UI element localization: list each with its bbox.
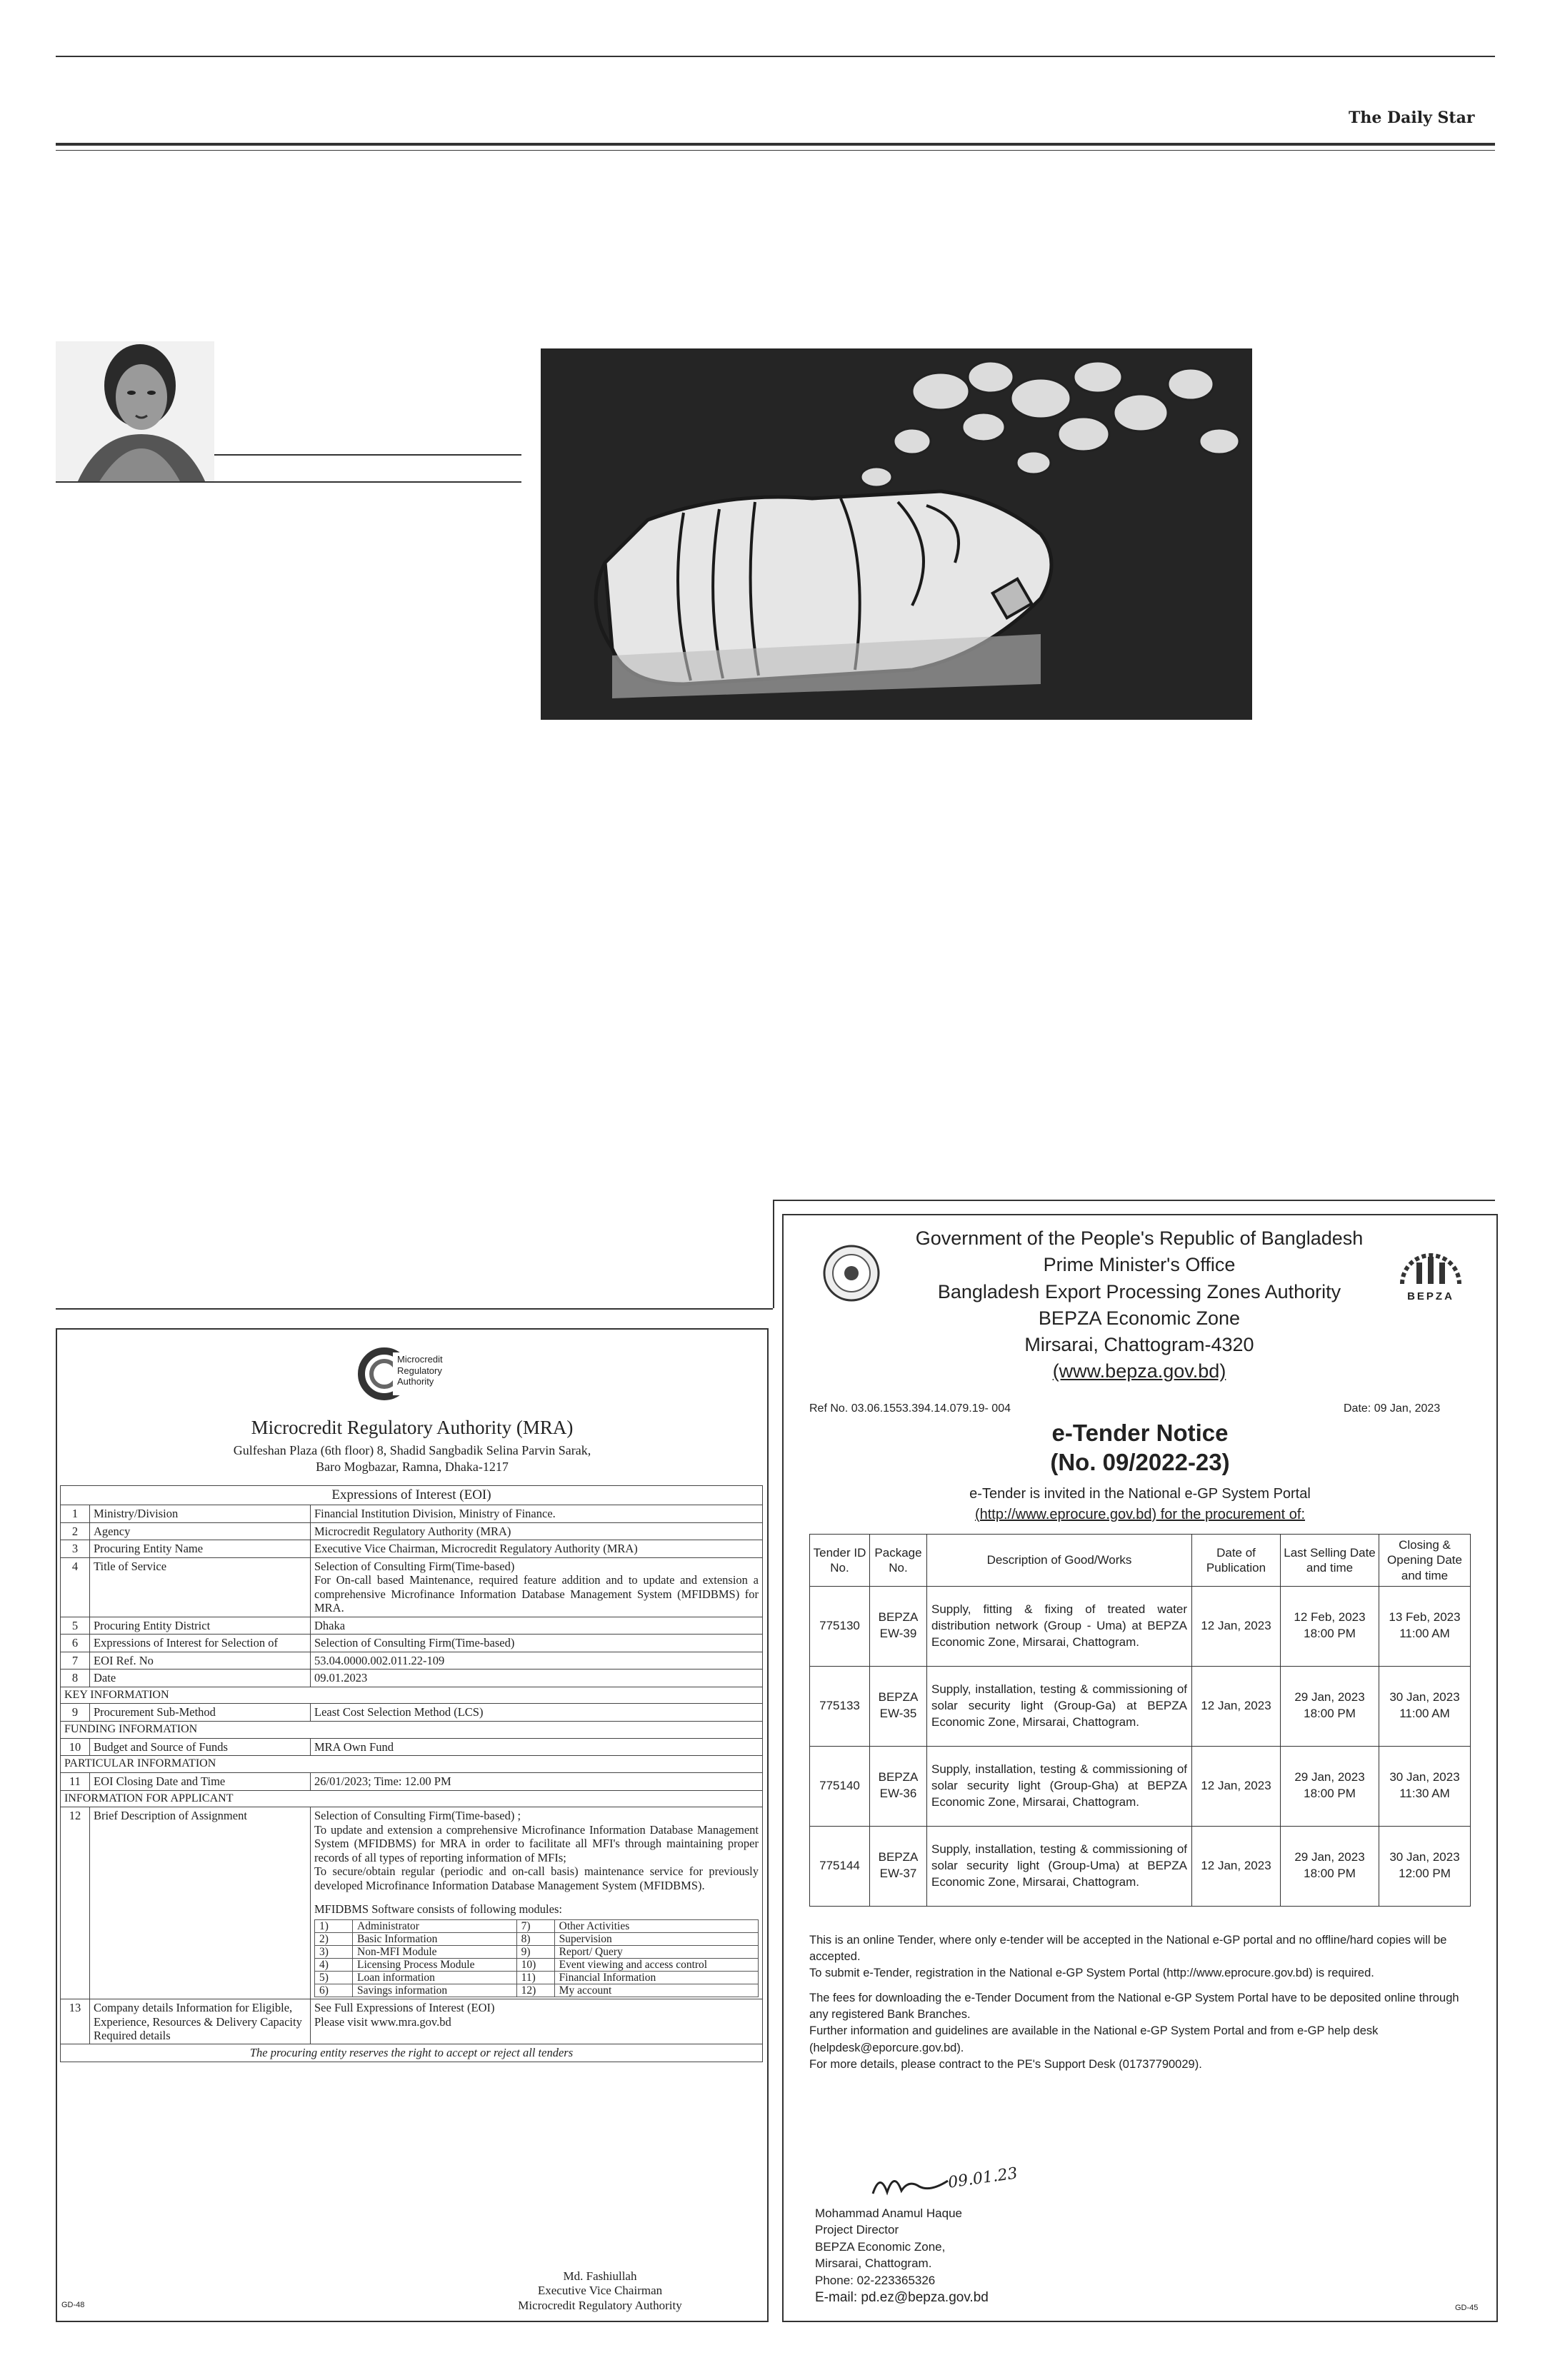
byline-rule-2 xyxy=(56,481,521,483)
intro-line-2: (http://www.eprocure.gov.bd) for the procurement of: xyxy=(974,1507,1306,1522)
publication-date: 12 Jan, 2023 xyxy=(1192,1826,1281,1906)
module-row xyxy=(315,1945,759,1958)
bepza-header xyxy=(884,1225,1395,1385)
table-row xyxy=(61,1617,763,1634)
row-label: EOI Ref. No xyxy=(90,1652,311,1669)
publication-date: 12 Jan, 2023 xyxy=(1192,1746,1281,1826)
govt-seal-icon xyxy=(822,1244,881,1302)
modules-table xyxy=(314,1919,759,1997)
module-name: Supervision xyxy=(554,1932,758,1945)
table-row xyxy=(61,1540,763,1557)
bepza-logo-icon xyxy=(1395,1245,1466,1287)
row-number: 4 xyxy=(61,1557,90,1617)
row-number: 11 xyxy=(61,1773,90,1790)
package-no: BEPZA EW-39 xyxy=(870,1586,927,1666)
tender-notes xyxy=(809,1932,1471,2073)
description: Supply, installation, testing & commissioning of solar security light (Group-Gha) at BEPZA Economic Zone, Mirsarai, Chattogram. xyxy=(927,1746,1192,1826)
table-row xyxy=(61,1557,763,1617)
tender-row xyxy=(810,1826,1471,1906)
signatory-org: Microcredit Regulatory Authority xyxy=(518,2298,682,2312)
row-number: 6 xyxy=(61,1635,90,1652)
row-label: Date xyxy=(90,1669,311,1687)
table-row xyxy=(61,1999,763,2044)
row-number: 2 xyxy=(61,1522,90,1540)
module-name: Other Activities xyxy=(554,1919,758,1932)
notice-title xyxy=(784,1418,1496,1477)
publication-date: 12 Jan, 2023 xyxy=(1192,1586,1281,1666)
mra-address-line-1: Gulfeshan Plaza (6th floor) 8, Shadid Sangbadik Selina Parvin Sarak, xyxy=(233,1443,591,1457)
module-number: 10) xyxy=(516,1958,554,1971)
row-label: Ministry/Division xyxy=(90,1505,311,1522)
signature-scribble-icon xyxy=(869,2165,955,2201)
row-number: 3 xyxy=(61,1540,90,1557)
col-tender-id: Tender ID No. xyxy=(810,1535,870,1587)
module-number: 4) xyxy=(315,1958,353,1971)
row-label: Company details Information for Eligible, Experience, Resources & Delivery Capacity Required details xyxy=(90,1999,311,2044)
note-1: This is an online Tender, where only e-tender will be accepted in the National e-GP portal and no offline/hard copies will be accepted. xyxy=(809,1934,1447,1964)
notice-intro xyxy=(784,1484,1496,1525)
masthead-brand: The Daily Star xyxy=(1349,109,1475,127)
package-no: BEPZA EW-37 xyxy=(870,1826,927,1906)
header-rule-thin xyxy=(56,150,1495,151)
table-row xyxy=(61,1773,763,1790)
mra-address-line-2: Baro Mogbazar, Ramna, Dhaka-1217 xyxy=(316,1459,509,1474)
notice-heading: e-Tender Notice xyxy=(1051,1420,1229,1446)
section-funding-information: FUNDING INFORMATION xyxy=(61,1721,763,1738)
row-value: 09.01.2023 xyxy=(311,1669,763,1687)
row-value: MRA Own Fund xyxy=(311,1738,763,1755)
module-name: Savings information xyxy=(353,1984,517,1997)
article-illustration xyxy=(541,348,1252,720)
last-selling-date: 29 Jan, 2023 18:00 PM xyxy=(1281,1666,1379,1746)
module-number: 5) xyxy=(315,1971,353,1984)
col-publication-date: Date of Publication xyxy=(1192,1535,1281,1587)
mra-logo-text-1: Microcredit xyxy=(397,1354,443,1365)
header-rule-thick xyxy=(56,143,1495,146)
module-number: 11) xyxy=(516,1971,554,1984)
col-package-no: Package No. xyxy=(870,1535,927,1587)
description: Supply, installation, testing & commissioning of solar security light (Group-Ga) at BEPZA Economic Zone, Mirsarai, Chattogram. xyxy=(927,1666,1192,1746)
row-value: Selection of Consulting Firm(Time-based) xyxy=(311,1635,763,1652)
table-row xyxy=(61,1505,763,1522)
row-value: Dhaka xyxy=(311,1617,763,1634)
top-rule xyxy=(56,56,1495,57)
row-label: Budget and Source of Funds xyxy=(90,1738,311,1755)
module-number: 8) xyxy=(516,1932,554,1945)
row-label: Title of Service xyxy=(90,1557,311,1617)
signatory-name: Md. Fashiullah xyxy=(563,2269,637,2283)
ad-top-rule-left xyxy=(56,1308,773,1310)
last-selling-date: 29 Jan, 2023 18:00 PM xyxy=(1281,1746,1379,1826)
ref-number: Ref No. 03.06.1553.394.14.079.19- 004 xyxy=(809,1402,1011,1415)
module-name: Loan information xyxy=(353,1971,517,1984)
module-name: Non-MFI Module xyxy=(353,1945,517,1958)
row-number: 13 xyxy=(61,1999,90,2044)
module-name: Financial Information xyxy=(554,1971,758,1984)
columnist-photo xyxy=(56,341,214,483)
closing-opening-date: 30 Jan, 2023 11:30 AM xyxy=(1379,1746,1471,1826)
modules-title: MFIDBMS Software consists of following modules: xyxy=(314,1902,562,1917)
row-label: Brief Description of Assignment xyxy=(90,1807,311,1999)
module-row xyxy=(315,1971,759,1984)
intro-line-1: e-Tender is invited in the National e-GP System Portal xyxy=(969,1486,1311,1502)
module-number: 1) xyxy=(315,1919,353,1932)
mra-address xyxy=(57,1442,767,1475)
table-row xyxy=(61,1652,763,1669)
mra-org-title: Microcredit Regulatory Authority (MRA) xyxy=(251,1417,574,1438)
row-value: 26/01/2023; Time: 12.00 PM xyxy=(311,1773,763,1790)
note-5: For more details, please contract to the PE's Support Desk (01737790029). xyxy=(809,2057,1202,2071)
ad-divider-vertical xyxy=(773,1200,774,1308)
bepza-signatory xyxy=(815,2205,989,2307)
row-number: 9 xyxy=(61,1704,90,1721)
module-row xyxy=(315,1919,759,1932)
notice-date: Date: 09 Jan, 2023 xyxy=(1344,1402,1441,1415)
row-number: 12 xyxy=(61,1807,90,1999)
module-number: 9) xyxy=(516,1945,554,1958)
row-number: 5 xyxy=(61,1617,90,1634)
row-value: 53.04.0000.002.011.22-109 xyxy=(311,1652,763,1669)
table-row xyxy=(61,1522,763,1540)
signatory-title: Executive Vice Chairman xyxy=(537,2284,663,2298)
row-label: Procuring Entity District xyxy=(90,1617,311,1634)
row-value: See Full Expressions of Interest (EOI) Please visit www.mra.gov.bd xyxy=(311,1999,763,2044)
tender-id: 775144 xyxy=(810,1826,870,1906)
row-value: Executive Vice Chairman, Microcredit Regulatory Authority (MRA) xyxy=(311,1540,763,1557)
tender-table-wrap xyxy=(809,1534,1471,1907)
module-number: 3) xyxy=(315,1945,353,1958)
notice-number: (No. 09/2022-23) xyxy=(1050,1449,1230,1476)
module-row xyxy=(315,1958,759,1971)
note-3: The fees for downloading the e-Tender Document from the National e-GP System Portal have to be deposited online through any registered Bank Branches. xyxy=(809,1992,1459,2022)
table-row xyxy=(61,1635,763,1652)
module-name: Report/ Query xyxy=(554,1945,758,1958)
module-number: 6) xyxy=(315,1984,353,1997)
module-name: My account xyxy=(554,1984,758,1997)
signatory-email: E-mail: pd.ez@bepza.gov.bd xyxy=(815,2290,989,2306)
tender-row xyxy=(810,1666,1471,1746)
closing-opening-date: 13 Feb, 2023 11:00 AM xyxy=(1379,1586,1471,1666)
note-2: To submit e-Tender, registration in the National e-GP System Portal (http://www.eprocure.gov.bd) is required. xyxy=(809,1967,1374,1980)
package-no: BEPZA EW-36 xyxy=(870,1746,927,1826)
row-number: 7 xyxy=(61,1652,90,1669)
row-value: Financial Institution Division, Ministry of Finance. xyxy=(311,1505,763,1522)
row-value xyxy=(311,1807,763,1999)
mra-ad-code: GD-48 xyxy=(61,2301,85,2309)
mra-logo-text-3: Authority xyxy=(397,1376,434,1387)
bepza-logo-label: BEPZA xyxy=(1407,1290,1454,1302)
header-line-1: Government of the People's Republic of Bangladesh xyxy=(915,1227,1364,1249)
bepza-ad-code: GD-45 xyxy=(1455,2304,1479,2312)
bepza-etender-ad xyxy=(782,1214,1498,2322)
eoi-table xyxy=(60,1485,763,2062)
mra-eoi-ad xyxy=(56,1328,769,2322)
last-selling-date: 29 Jan, 2023 18:00 PM xyxy=(1281,1826,1379,1906)
header-line-4: BEPZA Economic Zone xyxy=(1038,1307,1241,1329)
tender-id: 775133 xyxy=(810,1666,870,1746)
row-label: Procurement Sub-Method xyxy=(90,1704,311,1721)
mra-signatory xyxy=(457,2269,743,2313)
row-label: Expressions of Interest for Selection of xyxy=(90,1635,311,1652)
byline-rule-1 xyxy=(214,454,521,456)
signatory-office: BEPZA Economic Zone, xyxy=(815,2239,946,2254)
module-name: Administrator xyxy=(353,1919,517,1932)
mra-logo xyxy=(357,1341,479,1412)
bepza-logo xyxy=(1395,1245,1466,1301)
tender-table xyxy=(809,1534,1471,1907)
module-row xyxy=(315,1984,759,1997)
header-line-2: Prime Minister's Office xyxy=(1043,1254,1236,1276)
header-line-5: Mirsarai, Chattogram-4320 xyxy=(1024,1334,1254,1355)
row-label: EOI Closing Date and Time xyxy=(90,1773,311,1790)
signatory-phone: Phone: 02-223365326 xyxy=(815,2273,936,2287)
table-row xyxy=(61,1704,763,1721)
signature-date: 09.01.23 xyxy=(946,2164,1019,2192)
description: Supply, installation, testing & commissioning of solar security light (Group-Uma) at BEPZA Economic Zone, Mirsarai, Chattogram. xyxy=(927,1826,1192,1906)
eoi-table-title: Expressions of Interest (EOI) xyxy=(61,1486,763,1505)
header-website: (www.bepza.gov.bd) xyxy=(1052,1360,1226,1382)
row-number: 10 xyxy=(61,1738,90,1755)
tender-id: 775130 xyxy=(810,1586,870,1666)
row-label: Procuring Entity Name xyxy=(90,1540,311,1557)
col-closing-opening: Closing & Opening Date and time xyxy=(1379,1535,1471,1587)
module-number: 12) xyxy=(516,1984,554,1997)
row-value: Least Cost Selection Method (LCS) xyxy=(311,1704,763,1721)
tender-row xyxy=(810,1586,1471,1666)
row-value: Microcredit Regulatory Authority (MRA) xyxy=(311,1522,763,1540)
eoi-table-wrap xyxy=(60,1485,763,2062)
note-4: Further information and guidelines are available in the National e-GP System Portal and from e-GP help desk (helpdesk@eporcure.gov.bd). xyxy=(809,2024,1379,2054)
col-last-selling: Last Selling Date and time xyxy=(1281,1535,1379,1587)
publication-date: 12 Jan, 2023 xyxy=(1192,1666,1281,1746)
header-line-3: Bangladesh Export Processing Zones Authority xyxy=(937,1280,1341,1302)
package-no: BEPZA EW-35 xyxy=(870,1666,927,1746)
footer-note: The procuring entity reserves the right to accept or reject all tenders xyxy=(61,2044,763,2062)
section-information-for-applicant: INFORMATION FOR APPLICANT xyxy=(61,1790,763,1807)
signature xyxy=(869,2165,1055,2208)
module-name: Licensing Process Module xyxy=(353,1958,517,1971)
col-description: Description of Good/Works xyxy=(927,1535,1192,1587)
row-label: Agency xyxy=(90,1522,311,1540)
row-value: Selection of Consulting Firm(Time-based) For On-call based Maintenance, required feature addition and to update and extension a comprehensive Microfinance Information Database Management System (MFIDBMS) for MRA. xyxy=(311,1557,763,1617)
section-particular-information: PARTICULAR INFORMATION xyxy=(61,1756,763,1773)
module-name: Event viewing and access control xyxy=(554,1958,758,1971)
section-key-information: KEY INFORMATION xyxy=(61,1687,763,1704)
signatory-title: Project Director xyxy=(815,2223,899,2237)
tender-row xyxy=(810,1746,1471,1826)
mra-logo-text-2: Regulatory xyxy=(397,1365,442,1376)
row-number: 8 xyxy=(61,1669,90,1687)
ad-top-rule-right xyxy=(773,1200,1495,1201)
module-row xyxy=(315,1932,759,1945)
last-selling-date: 12 Feb, 2023 18:00 PM xyxy=(1281,1586,1379,1666)
table-row xyxy=(61,1669,763,1687)
module-number: 7) xyxy=(516,1919,554,1932)
assignment-description: Selection of Consulting Firm(Time-based) ; To update and extension a comprehensive Microfinance Information Database Management System (MFIDBMS) for MRA in order to facilitate all MFI's through maintaining proper records of all types of reporting information of MFIs; To secure/obtain regular (periodic and on-call basis) maintenance service for previously developed Microfinance Information Database Management System (MFIDBMS). xyxy=(314,1809,759,1892)
module-name: Basic Information xyxy=(353,1932,517,1945)
closing-opening-date: 30 Jan, 2023 12:00 PM xyxy=(1379,1826,1471,1906)
signatory-location: Mirsarai, Chattogram. xyxy=(815,2256,932,2271)
description: Supply, fitting & fixing of treated water distribution network (Group - Uma) at BEPZA Economic Zone, Mirsarai, Chattogram. xyxy=(927,1586,1192,1666)
tender-id: 775140 xyxy=(810,1746,870,1826)
module-number: 2) xyxy=(315,1932,353,1945)
table-row xyxy=(61,1738,763,1755)
signatory-name: Mohammad Anamul Haque xyxy=(815,2206,963,2220)
row-number: 1 xyxy=(61,1505,90,1522)
table-row xyxy=(61,1807,763,1999)
closing-opening-date: 30 Jan, 2023 11:00 AM xyxy=(1379,1666,1471,1746)
tender-table-header xyxy=(810,1535,1471,1587)
